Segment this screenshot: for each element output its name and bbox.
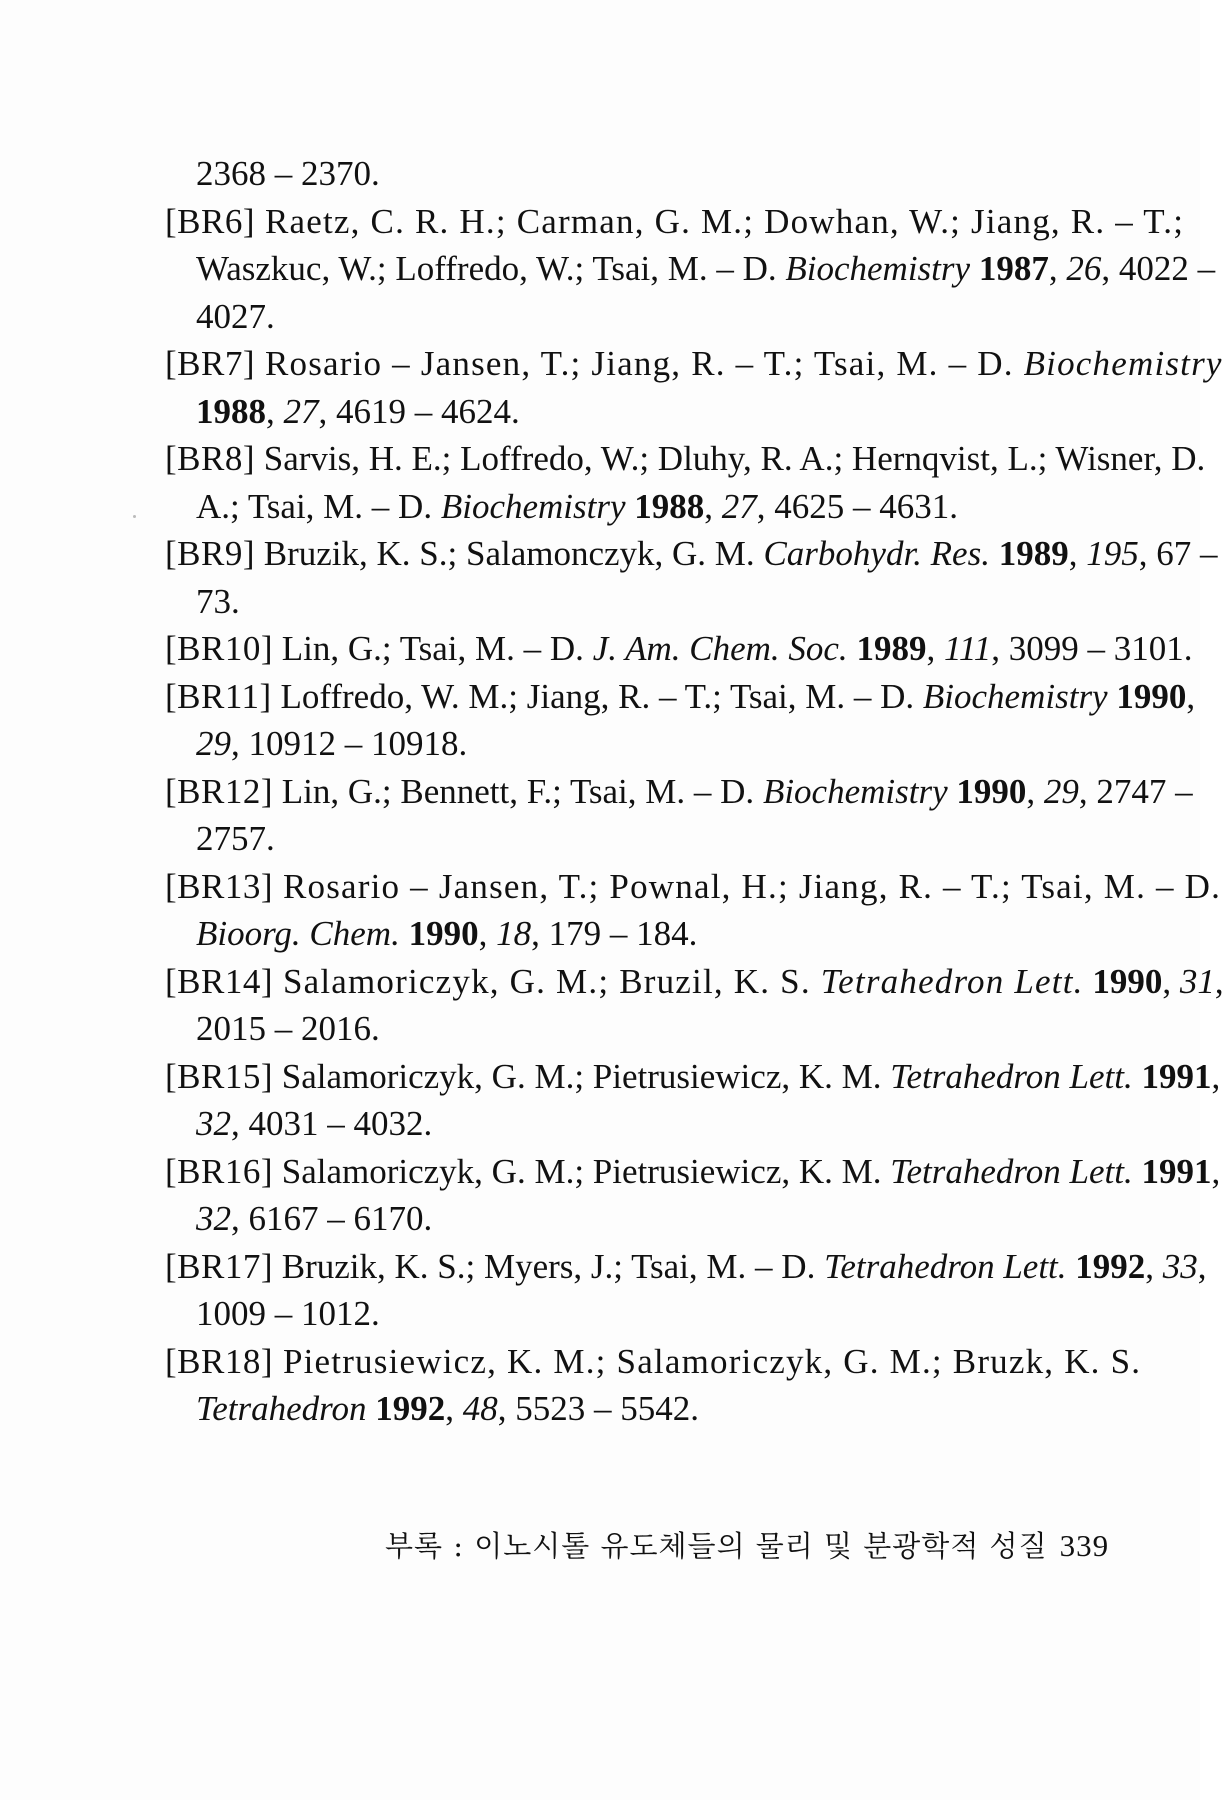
reference-br17: [BR17] Bruzik, K. S.; Myers, J.; Tsai, M. – D. Tetrahedron Lett. 1992, 33, 1009 – 1012. [165, 1243, 1045, 1338]
reference-br18: [BR18] Pietrusiewicz, K. M.; Salamoriczyk, G. M.; Bruzk, K. S. Tetrahedron 1992, 48, 5523 – 5542. [165, 1341, 1142, 1428]
reference-pages: , 2747 – [1078, 771, 1193, 811]
reference-br7: [BR7] Rosario – Jansen, T.; Jiang, R. – T.; Tsai, M. – D. Biochemistry 1988, 27, 4619 – 4624. [165, 344, 1223, 431]
reference-year: 1991 [1141, 1151, 1212, 1191]
reference-volume: 33 [1162, 1246, 1198, 1286]
reference-pages: , 67 – [1138, 534, 1218, 573]
scan-speck [133, 515, 136, 518]
reference-br16: [BR16] Salamoriczyk, G. M.; Pietrusiewicz, K. M. Tetrahedron Lett. 1991, 32, 6167 – 6170. [165, 1151, 1221, 1238]
reference-authors: Rosario – Jansen, T.; Pownal, H.; Jiang, R. – T.; Tsai, M. – D. [273, 866, 1222, 906]
reference-journal: Biochemistry [1023, 344, 1223, 383]
reference-pages: , 4619 – 4624. [318, 391, 520, 431]
reference-label: [BR7] [165, 344, 255, 383]
reference-year: 1989 [998, 534, 1069, 573]
reference-authors: Pietrusiewicz, K. M.; Salamoriczyk, G. M.; Bruzk, K. S. [273, 1341, 1142, 1381]
reference-year: 1988 [634, 486, 705, 526]
reference-pages: , 10912 – 10918. [231, 724, 468, 763]
reference-journal: Tetrahedron Lett. [824, 1246, 1067, 1286]
reference-pages: 1009 – 1012. [196, 1294, 380, 1333]
reference-year: 1990 [1092, 961, 1163, 1001]
reference-journal: Tetrahedron Lett. [890, 1151, 1133, 1191]
reference-authors: Raetz, C. R. H.; Carman, G. M.; Dowhan, W.; Jiang, R. – T.; [255, 201, 1185, 241]
reference-label: [BR8] [165, 439, 255, 478]
reference-br13: [BR13] Rosario – Jansen, T.; Pownal, H.; Jiang, R. – T.; Tsai, M. – D. Bioorg. Chem. 1990, 18, 179 – 184. [165, 866, 1222, 953]
reference-pages: , 4022 – [1101, 249, 1216, 288]
reference-authors: Salamoriczyk, G. M.; Pietrusiewicz, K. M. [273, 1151, 891, 1191]
reference-label: [BR11] [165, 676, 272, 716]
reference-pages: 2015 – 2016. [196, 1009, 380, 1048]
reference-journal: Tetrahedron Lett. [820, 961, 1084, 1001]
reference-journal: Carbohydr. Res. [763, 534, 990, 573]
reference-br8: [BR8] Sarvis, H. E.; Loffredo, W.; Dluhy, R. A.; Hernqvist, L.; Wisner, D. A.; Tsai, M. – D. Biochemistry 1988, 27, 4625 – 4631. [165, 439, 1206, 526]
reference-volume: 32 [196, 1199, 231, 1238]
reference-list [165, 150, 1224, 1433]
reference-pages: 2757. [196, 819, 275, 858]
reference-year: 1992 [375, 1389, 446, 1428]
reference-authors: A.; Tsai, M. – D. [196, 486, 441, 526]
reference-pages: , 3099 – 3101. [991, 629, 1193, 668]
reference-br9: [BR9] Bruzik, K. S.; Salamonczyk, G. M. Carbohydr. Res. 1989, 195, 67 – 73. [165, 530, 1045, 625]
reference-pages: , 179 – 184. [531, 914, 698, 953]
reference-volume: 26 [1066, 249, 1102, 288]
reference-journal: Biochemistry [922, 676, 1108, 716]
reference-br10: [BR10] Lin, G.; Tsai, M. – D. J. Am. Chem. Soc. 1989, 111, 3099 – 3101. [165, 629, 1193, 668]
reference-year: 1988 [196, 391, 266, 431]
reference-year: 1992 [1075, 1246, 1146, 1286]
reference-br6: [BR6] Raetz, C. R. H.; Carman, G. M.; Dowhan, W.; Jiang, R. – T.; Waszkuc, W.; Loffredo, W.; Tsai, M. – D. Biochemistry 1987, 26, 4022 – 4027. [165, 198, 1045, 341]
page-footer [385, 1524, 1110, 1565]
reference-label: [BR9] [165, 534, 255, 573]
reference-authors: Bruzik, K. S.; Myers, J.; Tsai, M. – D. [273, 1246, 825, 1286]
reference-authors: Loffredo, W. M.; Jiang, R. – T.; Tsai, M. – D. [271, 676, 923, 716]
reference-volume: 29 [196, 724, 231, 763]
reference-label: [BR12] [165, 771, 273, 811]
reference-journal: Bioorg. Chem. [196, 914, 400, 953]
reference-authors: Waszkuc, W.; Loffredo, W.; Tsai, M. – D. [196, 249, 786, 288]
reference-year: 1991 [1141, 1056, 1212, 1096]
reference-authors: Lin, G.; Tsai, M. – D. [273, 629, 593, 668]
reference-volume: 195 [1086, 534, 1139, 573]
reference-br12: [BR12] Lin, G.; Bennett, F.; Tsai, M. – D. Biochemistry 1990, 29, 2747 – 2757. [165, 768, 1045, 863]
reference-journal: Biochemistry [440, 486, 626, 526]
reference-authors: Rosario – Jansen, T.; Jiang, R. – T.; Tsai, M. – D. [255, 344, 1024, 383]
reference-label: [BR13] [165, 866, 273, 906]
reference-label: [BR16] [165, 1151, 273, 1191]
reference-authors: Sarvis, H. E.; Loffredo, W.; Dluhy, R. A.; Hernqvist, L.; Wisner, D. [255, 439, 1206, 478]
reference-year: 1990 [408, 914, 479, 953]
reference-volume: 31 [1179, 961, 1215, 1001]
reference-pages: , 5523 – 5542. [497, 1389, 699, 1428]
reference-label: [BR15] [165, 1056, 273, 1096]
reference-authors: Salamoriczyk, G. M.; Bruzil, K. S. [273, 961, 821, 1001]
reference-journal: Tetrahedron [196, 1389, 367, 1428]
reference-br14: [BR14] Salamoriczyk, G. M.; Bruzil, K. S. Tetrahedron Lett. 1990, 31, 2015 – 2016. [165, 958, 1045, 1053]
reference-label: [BR18] [165, 1341, 273, 1381]
reference-volume: 27 [721, 486, 757, 526]
reference-year: 1990 [956, 771, 1027, 811]
reference-volume: 32 [196, 1104, 231, 1143]
reference-authors: Bruzik, K. S.; Salamonczyk, G. M. [255, 534, 764, 573]
reference-journal: Biochemistry [762, 771, 948, 811]
reference-journal: Biochemistry [785, 249, 971, 288]
reference-label: [BR17] [165, 1246, 273, 1286]
reference-journal: Tetrahedron Lett. [890, 1056, 1133, 1096]
reference-volume: 18 [496, 914, 532, 953]
running-title: 부록 : 이노시톨 유도체들의 물리 및 분광학적 성질 [385, 1529, 1048, 1563]
reference-label: [BR10] [165, 629, 273, 668]
reference-br11: [BR11] Loffredo, W. M.; Jiang, R. – T.; Tsai, M. – D. Biochemistry 1990, 29, 10912 – 10918. [165, 676, 1196, 763]
reference-volume: 29 [1043, 771, 1079, 811]
reference-pages: 73. [196, 581, 240, 621]
reference-authors: Lin, G.; Bennett, F.; Tsai, M. – D. [273, 771, 763, 811]
reference-year: 1989 [856, 629, 927, 668]
reference-label: [BR14] [165, 961, 273, 1001]
reference-pages: 4027. [196, 296, 275, 336]
reference-br15: [BR15] Salamoriczyk, G. M.; Pietrusiewicz, K. M. Tetrahedron Lett. 1991, 32, 4031 – 4032. [165, 1056, 1221, 1143]
page-number: 339 [1059, 1528, 1110, 1563]
reference-continuation: 2368 – 2370. [196, 154, 380, 193]
reference-year: 1987 [978, 249, 1049, 288]
reference-volume: 48 [462, 1389, 498, 1428]
reference-authors: Salamoriczyk, G. M.; Pietrusiewicz, K. M. [273, 1056, 891, 1096]
reference-journal: J. Am. Chem. Soc. [592, 629, 848, 668]
reference-year: 1990 [1116, 676, 1187, 716]
reference-label: [BR6] [165, 201, 255, 241]
reference-pages: , 6167 – 6170. [231, 1199, 433, 1238]
reference-volume: 27 [283, 391, 319, 431]
reference-pages: , 4625 – 4631. [756, 486, 959, 526]
reference-volume: 111 [943, 629, 992, 668]
reference-pages: , 4031 – 4032. [231, 1104, 433, 1143]
